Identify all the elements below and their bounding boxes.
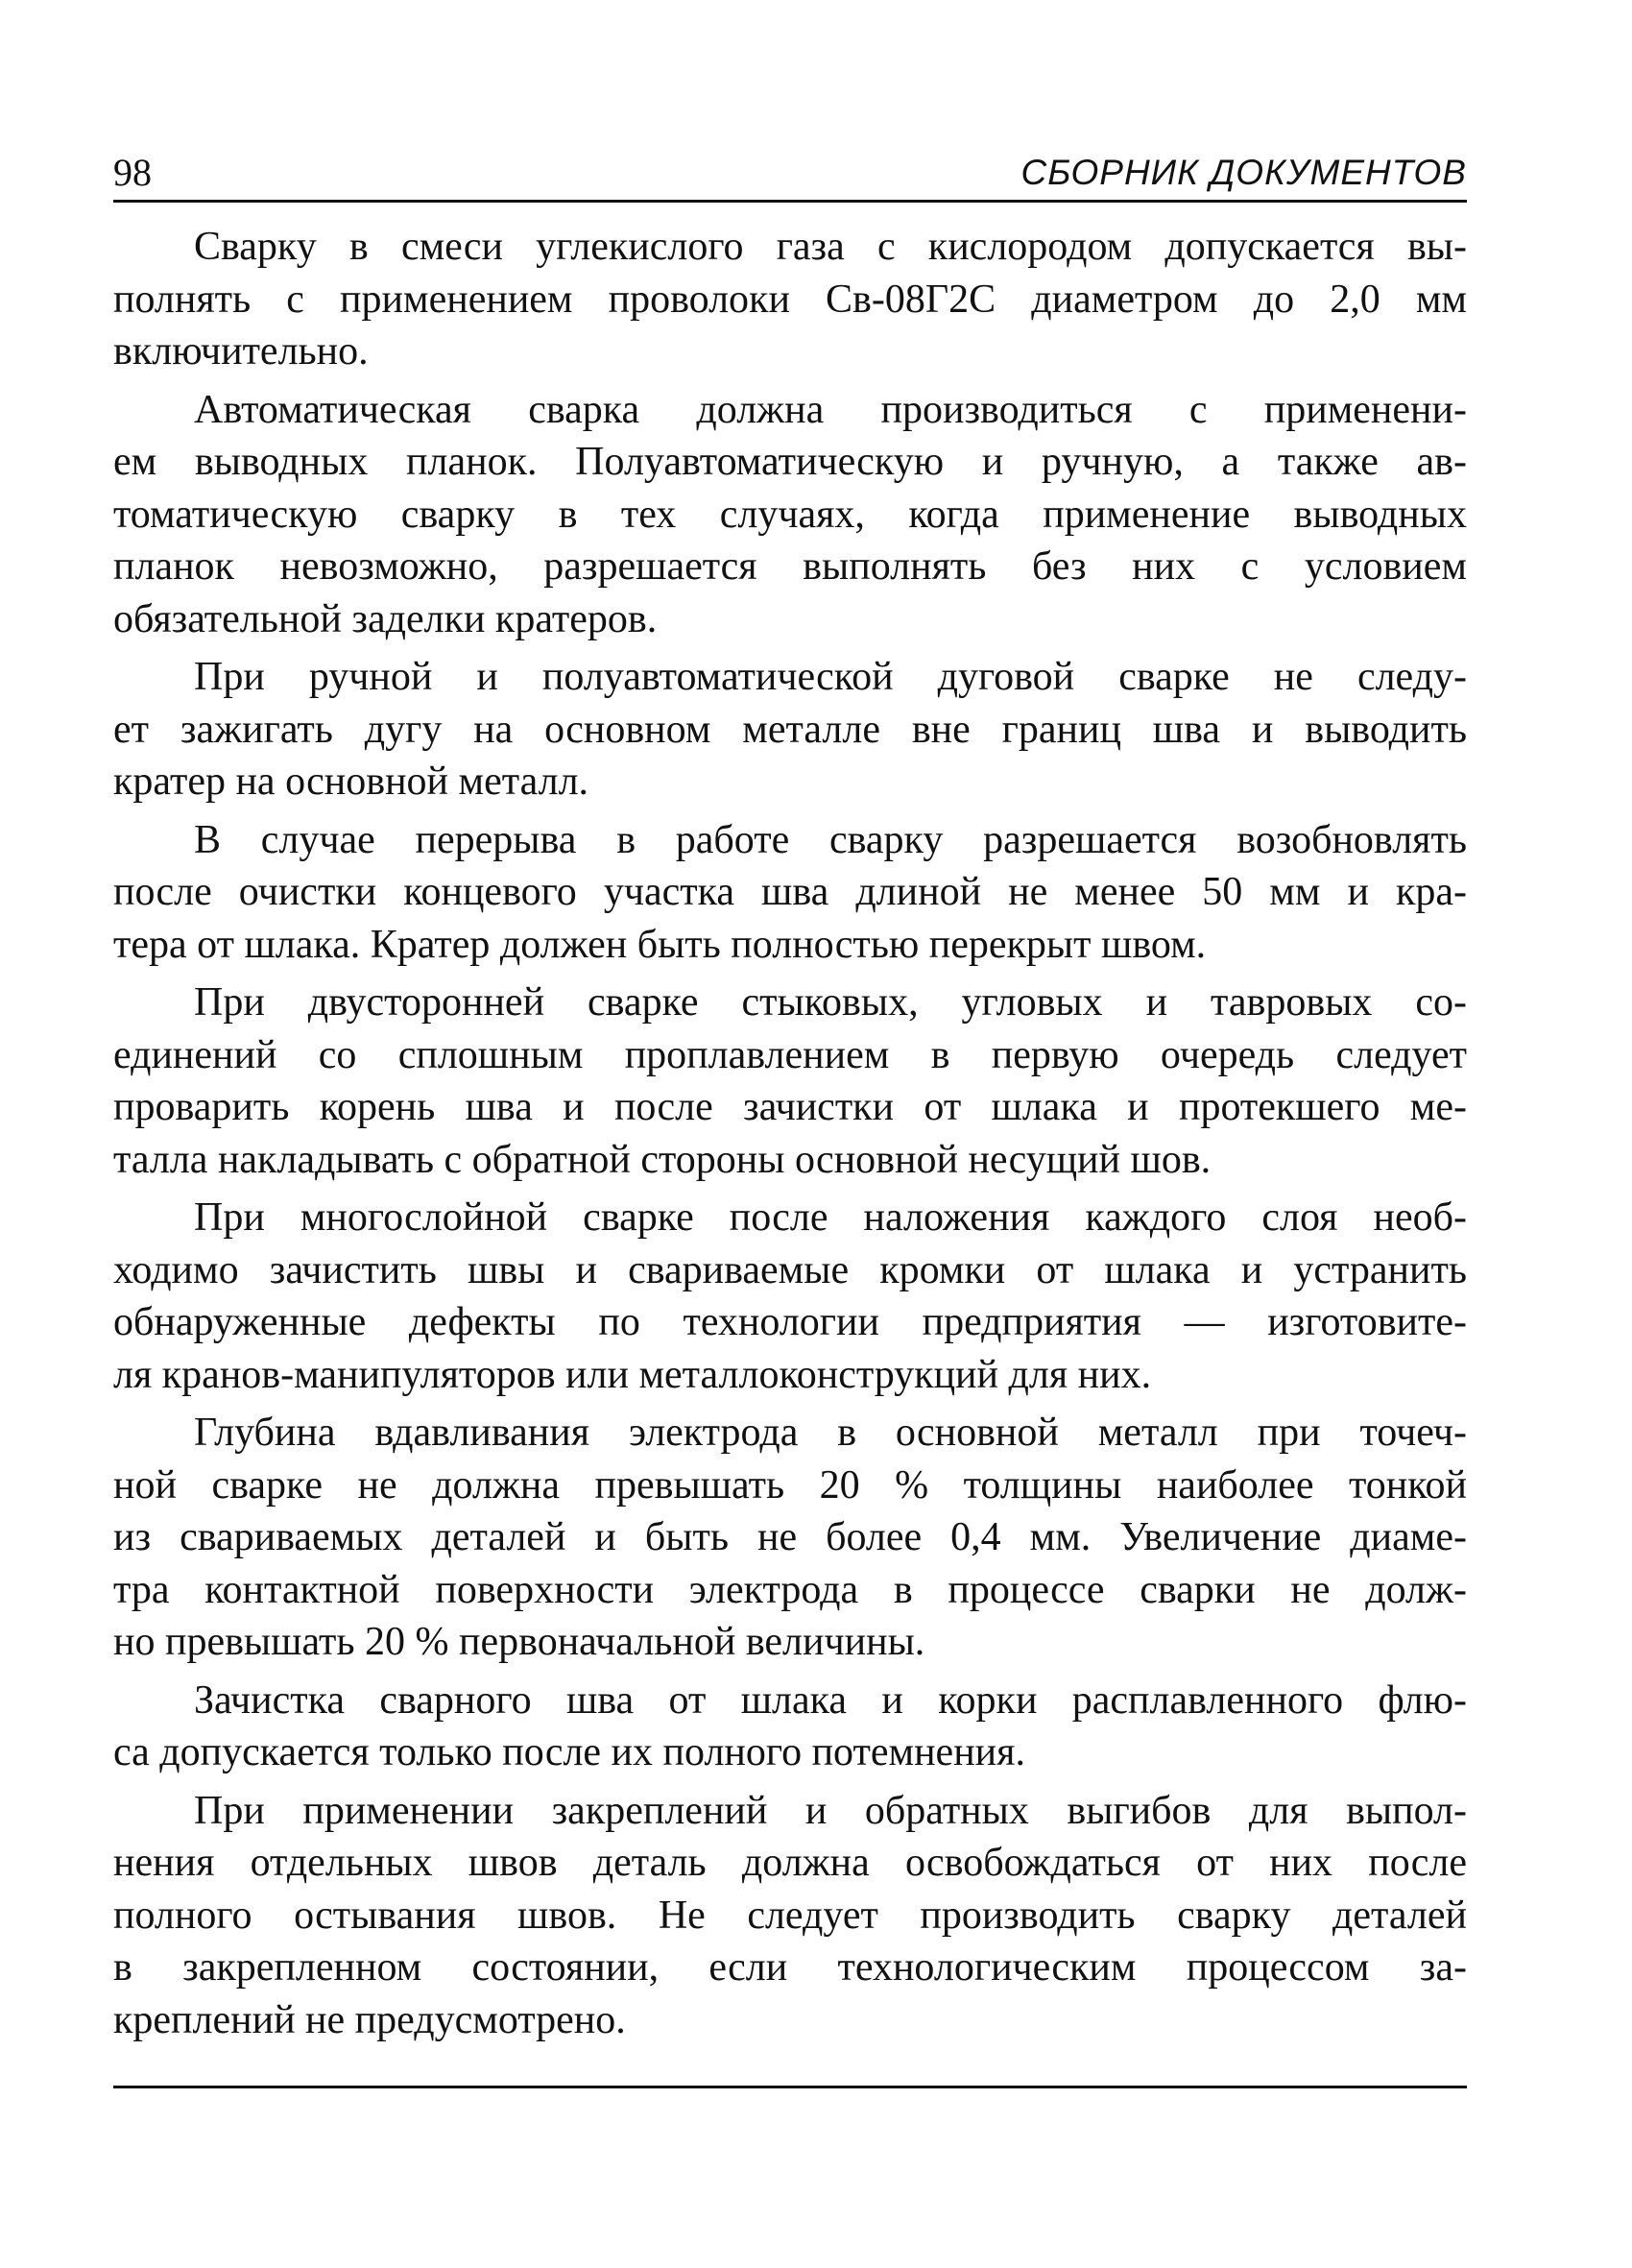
text-line: Автоматическая сварка должна производиться с применени- xyxy=(194,387,1467,432)
text-line: талла накладывать с обратной стороны основной несущий шов. xyxy=(113,1137,1212,1182)
text-line: проварить корень шва и после зачистки от шлака и протекшего ме- xyxy=(113,1085,1467,1129)
text-line: Сварку в смеси углекислого газа с кислородом допускается вы- xyxy=(194,225,1467,269)
text-line: ем выводных планок. Полуавтоматическую и ручную, а также ав- xyxy=(113,440,1467,484)
page-number: 98 xyxy=(113,151,152,194)
text-line: планок невозможно, разрешается выполнять без них с условием xyxy=(113,544,1467,589)
bottom-rule xyxy=(113,2086,1467,2088)
text-line: ходимо зачистить швы и свариваемые кромки от шлака и устранить xyxy=(113,1247,1467,1292)
text-line: после очистки концевого участка шва длиной не менее 50 мм и кра- xyxy=(113,870,1467,914)
text-line: полного остывания швов. Не следует производить сварку деталей xyxy=(113,1893,1467,1938)
text-line: При ручной и полуавтоматической дуговой сварке не следу- xyxy=(194,655,1467,699)
text-line: нения отдельных швов деталь должна освобождаться от них после xyxy=(113,1841,1467,1885)
page-header xyxy=(113,142,1467,203)
running-head: СБОРНИК ДОКУМЕНТОВ xyxy=(1020,153,1467,192)
text-line: но превышать 20 % первоначальной величины. xyxy=(113,1620,925,1664)
text-line: При двусторонней сварке стыковых, угловых и тавровых со- xyxy=(194,980,1467,1025)
paragraph xyxy=(113,977,1467,1186)
text-line: обнаруженные дефекты по технологии предприятия — изготовите- xyxy=(113,1300,1467,1344)
paragraph xyxy=(113,1675,1467,1779)
text-line: кратер на основной металл. xyxy=(113,760,589,804)
text-line: тера от шлака. Кратер должен быть полностью перекрыт швом. xyxy=(113,922,1207,967)
text-line: тра контактной поверхности электрода в процессе сварки не долж- xyxy=(113,1567,1467,1612)
text-line: креплений не предусмотрено. xyxy=(113,1997,626,2042)
text-line: са допускается только после их полного потемнения. xyxy=(113,1730,1025,1774)
text-line: При многослойной сварке после наложения каждого слоя необ- xyxy=(194,1195,1467,1240)
text-line: ет зажигать дугу на основном металле вне границ шва и выводить xyxy=(113,707,1467,752)
text-line: ной сварке не должна превышать 20 % толщины наиболее тонкой xyxy=(113,1462,1467,1508)
paragraph xyxy=(113,814,1467,972)
paragraph xyxy=(113,651,1467,808)
paragraph xyxy=(113,1785,1467,2047)
paragraph xyxy=(113,384,1467,646)
text-line: Зачистка сварного шва от шлака и корки расплавленного флю- xyxy=(194,1677,1467,1723)
text-line: При применении закреплений и обратных выгибов для выпол- xyxy=(194,1788,1467,1833)
text-line: включительно. xyxy=(113,329,369,374)
paragraph xyxy=(113,221,1467,378)
text-line: в закрепленном состоянии, если технологическим процессом за- xyxy=(113,1945,1467,1990)
paragraph xyxy=(113,1407,1467,1669)
text-line: ля кранов-манипуляторов или металлоконструкций для них. xyxy=(113,1352,1152,1397)
text-line: томатическую сварку в тех случаях, когда применение выводных xyxy=(113,492,1467,537)
text-line: Глубина вдавливания электрода в основной металл при точеч- xyxy=(194,1411,1467,1455)
text-line: из свариваемых деталей и быть не более 0,4 мм. Увеличение диаме- xyxy=(113,1515,1467,1559)
text-line: обязательной заделки кратеров. xyxy=(113,596,658,641)
text-line: полнять с применением проволоки Св-08Г2С диаметром до 2,0 мм xyxy=(113,277,1467,322)
body-text xyxy=(113,221,1467,2046)
paragraph xyxy=(113,1192,1467,1401)
text-line: единений со сплошным проплавлением в первую очередь следует xyxy=(113,1032,1467,1077)
text-line: В случае перерыва в работе сварку разрешается возобновлять xyxy=(194,817,1467,862)
